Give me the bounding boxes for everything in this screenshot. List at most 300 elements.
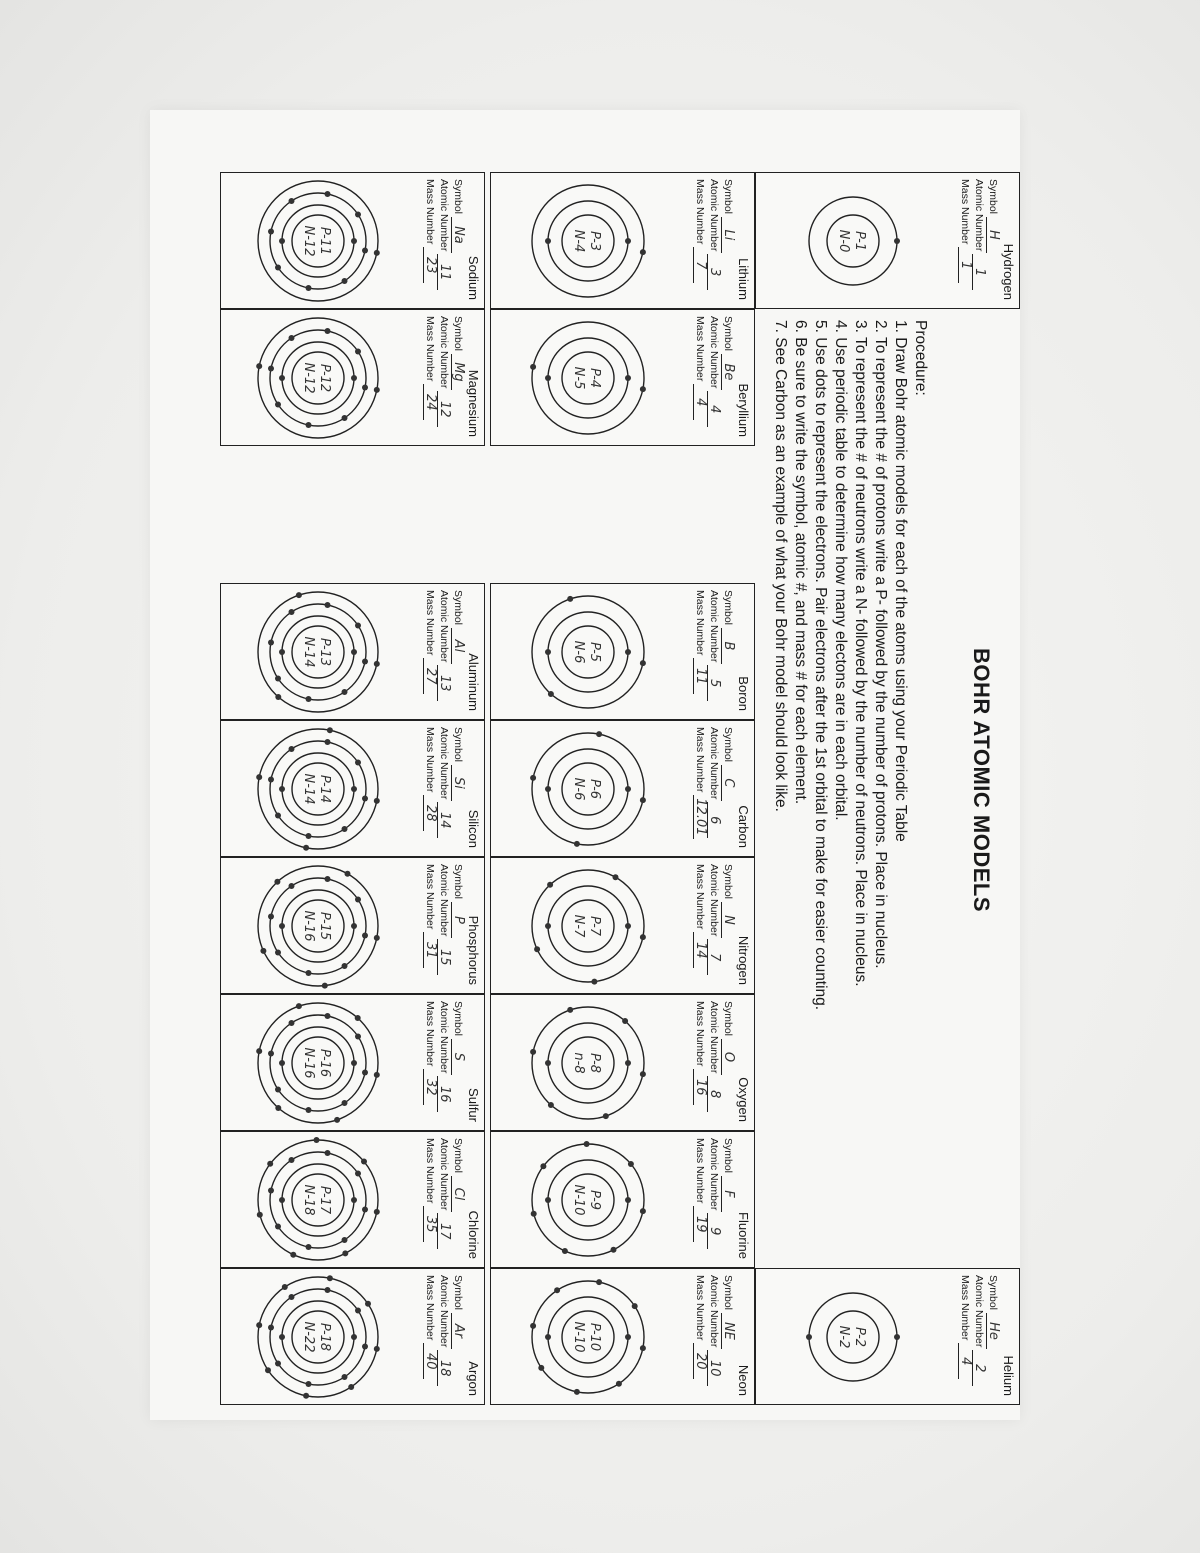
symbol-answer: P	[451, 902, 465, 938]
electron-dot	[322, 983, 328, 989]
electron-dot	[355, 897, 361, 903]
electron-dot	[545, 923, 551, 929]
element-cell-argon	[220, 1268, 485, 1405]
element-fields	[423, 864, 465, 975]
electron-dot	[554, 1287, 560, 1293]
electron-dot	[374, 387, 380, 393]
electron-dot	[290, 1252, 296, 1258]
mass-number-answer: 14	[693, 932, 707, 968]
electron-dot	[275, 1087, 281, 1093]
symbol-label: Symbol	[452, 1138, 464, 1174]
mass-number-answer: 27	[423, 658, 437, 694]
bohr-model-svg	[236, 1132, 418, 1269]
symbol-label: Symbol	[452, 590, 464, 626]
mass-number-label: Mass Number	[424, 316, 436, 382]
bohr-model-svg	[506, 310, 688, 447]
electron-dot	[362, 796, 368, 802]
symbol-label: Symbol	[452, 727, 464, 763]
nucleus-protons: P-2	[852, 1326, 867, 1348]
element-fields	[693, 727, 735, 839]
nucleus-protons: P-7	[587, 915, 602, 937]
symbol-label: Symbol	[452, 864, 464, 900]
electron-dot	[303, 1393, 309, 1399]
electron-dot	[625, 649, 631, 655]
atomic-number-answer: 16	[437, 1076, 451, 1112]
nucleus-neutrons: N-2	[836, 1325, 851, 1349]
electron-dot	[894, 238, 900, 244]
electron-dot	[279, 786, 285, 792]
electron-dot	[325, 602, 331, 608]
electron-dot	[603, 1113, 609, 1119]
bohr-model-svg	[506, 1269, 688, 1406]
electron-dot	[342, 826, 348, 832]
element-fields	[423, 1001, 465, 1112]
electron-dot	[334, 1117, 340, 1123]
electron-dot	[342, 1237, 348, 1243]
element-fields	[423, 1138, 465, 1249]
symbol-answer: He	[986, 1313, 1000, 1349]
atomic-number-label: Atomic Number	[708, 1275, 720, 1348]
electron-dot	[640, 797, 646, 803]
electron-dot	[355, 760, 361, 766]
electron-dot	[342, 415, 348, 421]
electron-dot	[289, 198, 295, 204]
electron-dot	[530, 1323, 536, 1329]
electron-dot	[306, 970, 312, 976]
symbol-answer: Cl	[451, 1176, 465, 1212]
atomic-number-label: Atomic Number	[708, 179, 720, 252]
electron-dot	[282, 1284, 288, 1290]
electron-dot	[640, 249, 646, 255]
element-fields	[693, 1001, 735, 1112]
bohr-model-svg	[236, 721, 418, 858]
page-title: BOHR ATOMIC MODELS	[969, 647, 994, 913]
electron-dot	[355, 1308, 361, 1314]
electron-dot	[342, 1100, 348, 1106]
electron-dot	[545, 238, 551, 244]
element-cell-lithium	[490, 172, 755, 309]
nucleus-neutrons: N-16	[301, 910, 316, 942]
nucleus-protons: P-13	[317, 637, 332, 667]
electron-dot	[314, 1137, 320, 1143]
electron-dot	[351, 1060, 357, 1066]
electron-dot	[362, 1344, 368, 1350]
electron-dot	[306, 1244, 312, 1250]
element-fields	[423, 590, 465, 701]
electron-dot	[548, 1102, 554, 1108]
element-cell-sodium	[220, 172, 485, 309]
bohr-model-svg	[506, 1132, 688, 1269]
symbol-answer: C	[721, 765, 735, 801]
electron-dot	[351, 649, 357, 655]
element-cell-nitrogen	[490, 857, 755, 994]
nucleus-neutrons: N-6	[571, 777, 586, 801]
mass-number-answer: 19	[693, 1206, 707, 1242]
electron-dot	[567, 1007, 573, 1013]
atomic-number-answer: 6	[707, 802, 721, 838]
electron-dot	[374, 1072, 380, 1078]
mass-number-label: Mass Number	[694, 590, 706, 656]
element-cell-chlorine	[220, 1131, 485, 1268]
bohr-model-svg	[236, 995, 418, 1132]
electron-dot	[628, 1161, 634, 1167]
atomic-number-label: Atomic Number	[708, 1138, 720, 1211]
bohr-model-svg	[506, 995, 688, 1132]
element-name: Boron	[736, 676, 751, 711]
electron-dot	[530, 775, 536, 781]
electron-dot	[279, 375, 285, 381]
electron-dot	[289, 609, 295, 615]
procedure-title: Procedure:	[912, 320, 929, 396]
bohr-model-svg	[506, 858, 688, 995]
symbol-label: Symbol	[452, 1001, 464, 1037]
symbol-label: Symbol	[722, 1138, 734, 1174]
atomic-number-label: Atomic Number	[438, 590, 450, 663]
electron-dot	[306, 422, 312, 428]
electron-dot	[289, 883, 295, 889]
procedure-step: 4. Use periodic table to determine how many electons are in each orbital.	[832, 320, 849, 821]
symbol-label: Symbol	[452, 316, 464, 352]
nucleus-neutrons: N-14	[301, 636, 316, 668]
symbol-label: Symbol	[722, 590, 734, 626]
electron-dot	[268, 1325, 274, 1331]
electron-dot	[365, 1301, 371, 1307]
bohr-model-diagram	[506, 1132, 688, 1282]
nucleus-protons: P-11	[317, 226, 332, 256]
electron-dot	[265, 1367, 271, 1373]
bohr-model-diagram	[771, 173, 953, 323]
electron-dot	[355, 349, 361, 355]
electron-dot	[362, 1070, 368, 1076]
electron-dot	[545, 1197, 551, 1203]
electron-dot	[325, 876, 331, 882]
electron-dot	[256, 1048, 262, 1054]
nucleus-protons: P-10	[587, 1322, 602, 1352]
element-name: Silicon	[466, 809, 481, 848]
nucleus-protons: P-8	[587, 1052, 602, 1074]
atomic-number-answer: 1	[972, 254, 986, 290]
element-cell-neon	[490, 1268, 755, 1405]
mass-number-answer: 4	[693, 384, 707, 420]
electron-dot	[640, 1071, 646, 1077]
atomic-number-label: Atomic Number	[973, 179, 985, 252]
electron-dot	[625, 1197, 631, 1203]
nucleus-protons: P-4	[587, 367, 602, 389]
mass-number-label: Mass Number	[694, 179, 706, 245]
symbol-answer: Li	[721, 217, 735, 253]
element-cell-fluorine	[490, 1131, 755, 1268]
electron-dot	[325, 1150, 331, 1156]
nucleus-neutrons: N-7	[571, 914, 586, 938]
nucleus-protons: P-14	[317, 774, 332, 804]
electron-dot	[351, 238, 357, 244]
mass-number-label: Mass Number	[694, 1138, 706, 1204]
nucleus-neutrons: N-12	[301, 225, 316, 257]
atomic-number-label: Atomic Number	[438, 1001, 450, 1074]
electron-dot	[355, 1034, 361, 1040]
mass-number-label: Mass Number	[424, 864, 436, 930]
mass-number-label: Mass Number	[424, 1001, 436, 1067]
electron-dot	[361, 1159, 367, 1165]
symbol-answer: H	[986, 217, 1000, 253]
element-name: Magnesium	[466, 369, 481, 437]
electron-dot	[567, 596, 573, 602]
atomic-number-label: Atomic Number	[438, 1275, 450, 1348]
symbol-answer: NE	[721, 1313, 735, 1349]
electron-dot	[640, 386, 646, 392]
electron-dot	[268, 366, 274, 372]
symbol-label: Symbol	[452, 1275, 464, 1311]
atomic-number-label: Atomic Number	[438, 727, 450, 800]
electron-dot	[616, 1381, 622, 1387]
electron-dot	[325, 328, 331, 334]
atomic-number-label: Atomic Number	[438, 179, 450, 252]
mass-number-answer: 32	[423, 1069, 437, 1105]
bohr-model-svg	[236, 310, 418, 447]
electron-dot	[591, 979, 597, 985]
electron-dot	[355, 1015, 361, 1021]
electron-dot	[574, 1389, 580, 1395]
electron-dot	[351, 923, 357, 929]
electron-dot	[268, 1188, 274, 1194]
electron-dot	[596, 1279, 602, 1285]
electron-dot	[374, 798, 380, 804]
mass-number-answer: 31	[423, 932, 437, 968]
electron-dot	[355, 1171, 361, 1177]
electron-dot	[268, 1051, 274, 1057]
electron-dot	[342, 963, 348, 969]
electron-dot	[355, 212, 361, 218]
electron-dot	[531, 1211, 537, 1217]
electron-dot	[275, 1105, 281, 1111]
bohr-model-diagram	[236, 858, 418, 1008]
electron-dot	[256, 363, 262, 369]
symbol-label: Symbol	[722, 1275, 734, 1311]
symbol-label: Symbol	[722, 864, 734, 900]
electron-dot	[530, 1049, 536, 1055]
atomic-number-answer: 7	[707, 939, 721, 975]
mass-number-label: Mass Number	[424, 590, 436, 656]
symbol-answer: N	[721, 902, 735, 938]
electron-dot	[894, 1334, 900, 1340]
atomic-number-answer: 10	[707, 1350, 721, 1386]
procedure-step: 7. See Carbon as an example of what your Bohr model should look like.	[772, 320, 789, 812]
electron-dot	[611, 1247, 617, 1253]
nucleus-protons: P-6	[587, 778, 602, 800]
symbol-label: Symbol	[722, 316, 734, 352]
bohr-model-svg	[771, 173, 953, 310]
element-name: Oxygen	[736, 1077, 751, 1122]
electron-dot	[289, 746, 295, 752]
procedure-step: 1. Draw Bohr atomic models for each of the atoms using your Periodic Table	[892, 320, 909, 842]
element-fields	[423, 1275, 465, 1386]
bohr-model-diagram	[506, 584, 688, 734]
nucleus-neutrons: n-8	[571, 1052, 586, 1074]
electron-dot	[256, 774, 262, 780]
nucleus-neutrons: N-14	[301, 773, 316, 805]
nucleus-protons: P-18	[317, 1322, 332, 1352]
symbol-answer: S	[451, 1039, 465, 1075]
electron-dot	[296, 1003, 302, 1009]
electron-dot	[289, 1020, 295, 1026]
element-name: Neon	[736, 1364, 751, 1396]
procedure-step: 5. Use dots to represent the electrons. Pair electrons after the 1st orbital to make for easier counting.	[812, 320, 829, 1011]
bohr-model-diagram	[236, 721, 418, 871]
electron-dot	[274, 879, 280, 885]
mass-number-label: Mass Number	[424, 1275, 436, 1341]
electron-dot	[342, 1374, 348, 1380]
element-name: Sulfur	[466, 1088, 481, 1122]
mass-number-answer: 7	[693, 247, 707, 283]
nucleus-neutrons: N-10	[571, 1321, 586, 1353]
element-cell-phosphorus	[220, 857, 485, 994]
electron-dot	[374, 935, 380, 941]
mass-number-label: Mass Number	[694, 1275, 706, 1341]
electron-dot	[625, 1060, 631, 1066]
nucleus-protons: P-5	[587, 641, 602, 663]
symbol-answer: B	[721, 628, 735, 664]
symbol-answer: Si	[451, 765, 465, 801]
bohr-model-diagram	[236, 173, 418, 323]
nucleus-protons: P-3	[587, 230, 602, 252]
electron-dot	[325, 191, 331, 197]
electron-dot	[306, 696, 312, 702]
atomic-number-label: Atomic Number	[438, 864, 450, 937]
electron-dot	[348, 1384, 354, 1390]
nucleus-neutrons: N-0	[836, 229, 851, 253]
electron-dot	[622, 1018, 628, 1024]
atomic-number-answer: 11	[437, 254, 451, 290]
bohr-model-svg	[236, 858, 418, 995]
electron-dot	[351, 1334, 357, 1340]
atomic-number-answer: 3	[707, 254, 721, 290]
atomic-number-answer: 18	[437, 1350, 451, 1386]
electron-dot	[613, 874, 619, 880]
electron-dot	[275, 694, 281, 700]
nucleus-neutrons: N-18	[301, 1184, 316, 1216]
electron-dot	[306, 1107, 312, 1113]
electron-dot	[279, 923, 285, 929]
mass-number-label: Mass Number	[959, 179, 971, 245]
electron-dot	[625, 375, 631, 381]
element-fields	[693, 864, 735, 975]
atomic-number-answer: 2	[972, 1350, 986, 1386]
electron-dot	[257, 1212, 263, 1218]
atomic-number-label: Atomic Number	[708, 864, 720, 937]
symbol-label: Symbol	[452, 179, 464, 215]
electron-dot	[596, 731, 602, 737]
mass-number-label: Mass Number	[694, 727, 706, 793]
electron-dot	[275, 950, 281, 956]
symbol-answer: F	[721, 1176, 735, 1212]
procedure-step: 3. To represent the # of neutrons write a N- followed by the number of neutrons. Place in nucleus.	[852, 320, 869, 987]
nucleus-neutrons: N-12	[301, 362, 316, 394]
electron-dot	[306, 833, 312, 839]
electron-dot	[279, 1060, 285, 1066]
mass-number-answer: 12.01	[693, 795, 707, 838]
electron-dot	[545, 649, 551, 655]
nucleus-neutrons: N-10	[571, 1184, 586, 1216]
element-name: Fluorine	[736, 1212, 751, 1259]
electron-dot	[545, 1334, 551, 1340]
electron-dot	[351, 786, 357, 792]
bohr-model-diagram	[506, 721, 688, 871]
electron-dot	[545, 375, 551, 381]
electron-dot	[275, 402, 281, 408]
symbol-answer: Al	[451, 628, 465, 664]
element-cell-oxygen	[490, 994, 755, 1131]
mass-number-label: Mass Number	[424, 1138, 436, 1204]
electron-dot	[640, 1208, 646, 1214]
symbol-label: Symbol	[722, 727, 734, 763]
element-name: Beryllium	[736, 383, 751, 437]
mass-number-answer: 40	[423, 1343, 437, 1379]
bohr-model-svg	[506, 721, 688, 858]
procedure-block	[770, 320, 930, 1380]
element-fields	[693, 179, 735, 290]
bohr-model-diagram	[506, 858, 688, 1008]
electron-dot	[289, 1294, 295, 1300]
element-cell-carbon	[490, 720, 755, 857]
symbol-answer: O	[721, 1039, 735, 1075]
mass-number-answer: 4	[958, 1343, 972, 1379]
atomic-number-label: Atomic Number	[973, 1275, 985, 1348]
element-cell-helium	[755, 1268, 1020, 1405]
electron-dot	[540, 1163, 546, 1169]
electron-dot	[640, 934, 646, 940]
electron-dot	[562, 1248, 568, 1254]
electron-dot	[538, 1365, 544, 1371]
bohr-model-svg	[236, 173, 418, 310]
nucleus-protons: P-15	[317, 911, 332, 941]
electron-dot	[275, 813, 281, 819]
mass-number-label: Mass Number	[694, 1001, 706, 1067]
nucleus-neutrons: N-16	[301, 1047, 316, 1079]
element-cell-silicon	[220, 720, 485, 857]
bohr-model-svg	[236, 584, 418, 721]
electron-dot	[362, 659, 368, 665]
mass-number-answer: 28	[423, 795, 437, 831]
element-name: Phosphorus	[466, 915, 481, 985]
electron-dot	[625, 238, 631, 244]
bohr-model-svg	[236, 1269, 418, 1406]
electron-dot	[260, 948, 266, 954]
bohr-model-diagram	[236, 1132, 418, 1282]
mass-number-answer: 35	[423, 1206, 437, 1242]
electron-dot	[327, 727, 333, 733]
bohr-model-svg	[506, 584, 688, 721]
electron-dot	[625, 923, 631, 929]
electron-dot	[325, 1287, 331, 1293]
element-name: Aluminum	[466, 653, 481, 711]
mass-number-answer: 24	[423, 384, 437, 420]
electron-dot	[574, 841, 580, 847]
element-cell-boron	[490, 583, 755, 720]
nucleus-neutrons: N-22	[301, 1321, 316, 1353]
electron-dot	[268, 777, 274, 783]
mass-number-label: Mass Number	[694, 316, 706, 382]
electron-dot	[547, 882, 553, 888]
bohr-model-diagram	[506, 995, 688, 1145]
electron-dot	[530, 364, 536, 370]
electron-dot	[289, 1157, 295, 1163]
symbol-label: Symbol	[987, 1275, 999, 1311]
electron-dot	[625, 786, 631, 792]
electron-dot	[362, 385, 368, 391]
mass-number-answer: 20	[693, 1343, 707, 1379]
electron-dot	[351, 1197, 357, 1203]
nucleus-protons: P-1	[852, 230, 867, 252]
